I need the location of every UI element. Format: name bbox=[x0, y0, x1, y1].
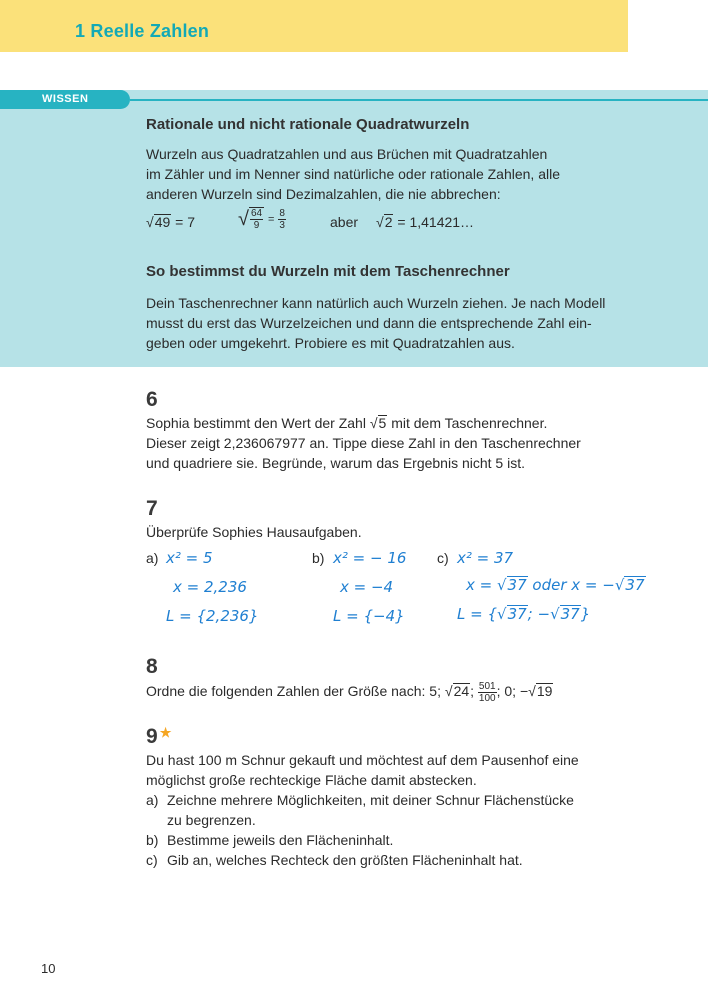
subtask-label: b) bbox=[146, 832, 159, 848]
subtask-a bbox=[146, 790, 579, 810]
wissen-paragraph-2 bbox=[146, 293, 605, 353]
task-number-6: 6 bbox=[146, 388, 158, 411]
subtask-label: a) bbox=[146, 792, 159, 808]
radicand: 37 bbox=[560, 605, 580, 623]
separator: ; bbox=[496, 683, 501, 700]
text-fragment: L = { bbox=[457, 605, 498, 623]
text-fragment: oder x = − bbox=[532, 576, 615, 594]
hw-a-step: x = 2,236 bbox=[173, 578, 247, 596]
text-line: und quadriere sie. Begründe, warum das Ergebnis nicht 5 ist. bbox=[146, 455, 525, 471]
fraction-numerator: 8 bbox=[279, 208, 285, 219]
value: 5; bbox=[429, 683, 441, 700]
wissen-label: WISSEN bbox=[42, 93, 89, 105]
fraction-numerator: 64 bbox=[250, 208, 263, 219]
radicand: 19 bbox=[536, 683, 553, 700]
hw-b-step: x = −4 bbox=[340, 578, 394, 596]
radicand: 5 bbox=[378, 415, 387, 431]
radicand: 2 bbox=[384, 214, 393, 230]
subtask-c-label: c) bbox=[437, 550, 449, 566]
aber-label: aber bbox=[330, 214, 359, 230]
task-9-text bbox=[146, 750, 579, 870]
chapter-title: 1 Reelle Zahlen bbox=[75, 21, 210, 41]
wissen-divider bbox=[130, 99, 708, 101]
subtask-a-label: a) bbox=[146, 550, 159, 566]
fraction-denominator: 3 bbox=[279, 220, 285, 231]
wissen-paragraph-1 bbox=[146, 144, 560, 204]
value: 0; bbox=[504, 683, 517, 700]
separator: ; bbox=[470, 683, 475, 700]
text-fragment: } bbox=[580, 605, 591, 623]
example-sqrt-fraction: √ $\frac{64}{9}$ = $\frac{8}{3}$ bbox=[238, 208, 285, 231]
text-line: Sophia bestimmt den Wert der Zahl √5 mit dem Taschenrechner. bbox=[146, 415, 548, 431]
text-fragment: Sophia bestimmt den Wert der Zahl bbox=[146, 415, 366, 431]
subtask-text: Bestimme jeweils den Flächeninhalt. bbox=[167, 832, 394, 848]
task-8-text: Ordne die folgenden Zahlen der Größe nach: 5; √24; $\frac{501}{100}$ ; 0; −√19 bbox=[146, 681, 553, 704]
subtask-b bbox=[146, 830, 579, 850]
text-line: möglichst große rechteckige Fläche damit abstecken. bbox=[146, 772, 477, 788]
hw-a-solution: L = {2,236} bbox=[166, 607, 259, 625]
radicand: 37 bbox=[507, 605, 527, 623]
radicand: 49 bbox=[154, 214, 171, 230]
minus-sign: − bbox=[519, 683, 529, 700]
subtask-b-label: b) bbox=[312, 550, 325, 566]
text-fragment: x = bbox=[466, 576, 493, 594]
fraction-denominator: 9 bbox=[253, 220, 260, 231]
fraction-denominator: 100 bbox=[478, 693, 496, 704]
hw-c-solution: L = {√37; −√37} bbox=[457, 605, 591, 623]
result: = 7 bbox=[175, 214, 196, 230]
wissen-heading-2: So bestimmst du Wurzeln mit dem Taschenrechner bbox=[146, 263, 510, 280]
text-line: Dein Taschenrechner kann natürlich auch Wurzeln ziehen. Je nach Modell bbox=[146, 295, 606, 311]
fraction-numerator: 501 bbox=[478, 681, 496, 692]
subtask-text: Zeichne mehrere Möglichkeiten, mit deiner Schnur Flächenstücke bbox=[167, 792, 574, 808]
hw-b-equation: x² = − 16 bbox=[333, 549, 407, 567]
example-sqrt-2: √2 = 1,41421… bbox=[376, 214, 475, 230]
task-number-9 bbox=[146, 725, 171, 749]
text-line: musst du erst das Wurzelzeichen und dann die entsprechende Zahl ein- bbox=[146, 315, 592, 331]
task-number-8: 8 bbox=[146, 655, 158, 678]
radicand: 37 bbox=[507, 576, 527, 594]
task-7-intro: Überprüfe Sophies Hausaufgaben. bbox=[146, 524, 362, 540]
task-6-text bbox=[146, 413, 581, 473]
text-line: Du hast 100 m Schnur gekauft und möchtest auf dem Pausenhof eine bbox=[146, 752, 579, 768]
subtask-a-continued: zu begrenzen. bbox=[167, 812, 256, 828]
subtask-label: c) bbox=[146, 852, 158, 868]
text-line: Dieser zeigt 2,236067977 an. Tippe diese Zahl in den Taschenrechner bbox=[146, 435, 581, 451]
hw-b-solution: L = {−4} bbox=[333, 607, 405, 625]
example-sqrt-49: √49 = 7 bbox=[146, 214, 196, 230]
page-number: 10 bbox=[41, 961, 56, 976]
text-fragment: Ordne die folgenden Zahlen der Größe nach: bbox=[146, 683, 426, 700]
text-fragment: ; − bbox=[527, 605, 551, 623]
radicand: 24 bbox=[453, 683, 470, 700]
subtask-c bbox=[146, 850, 579, 870]
equals-sign: = bbox=[268, 213, 275, 226]
hw-a-equation: x² = 5 bbox=[166, 549, 213, 567]
hw-c-step: x = √37 oder x = −√37 bbox=[466, 576, 645, 594]
subtask-text: Gib an, welches Rechteck den größten Flächeninhalt hat. bbox=[167, 852, 523, 868]
result: = 1,41421… bbox=[397, 214, 475, 230]
text-fragment: mit dem Taschenrechner. bbox=[391, 415, 548, 431]
wissen-heading-1: Rationale und nicht rationale Quadratwurzeln bbox=[146, 116, 470, 133]
star-icon: ★ bbox=[159, 725, 172, 740]
radicand: 37 bbox=[625, 576, 645, 594]
text-line: geben oder umgekehrt. Probiere es mit Quadratzahlen aus. bbox=[146, 335, 515, 351]
text-line: anderen Wurzeln sind Dezimalzahlen, die nie abbrechen: bbox=[146, 186, 501, 202]
text-line: im Zähler und im Nenner sind natürliche oder rationale Zahlen, alle bbox=[146, 166, 560, 182]
task-number-7: 7 bbox=[146, 497, 158, 520]
hw-c-equation: x² = 37 bbox=[457, 549, 514, 567]
text-line: Wurzeln aus Quadratzahlen und aus Brüchen mit Quadratzahlen bbox=[146, 146, 548, 162]
number-text: 9 bbox=[146, 725, 158, 748]
